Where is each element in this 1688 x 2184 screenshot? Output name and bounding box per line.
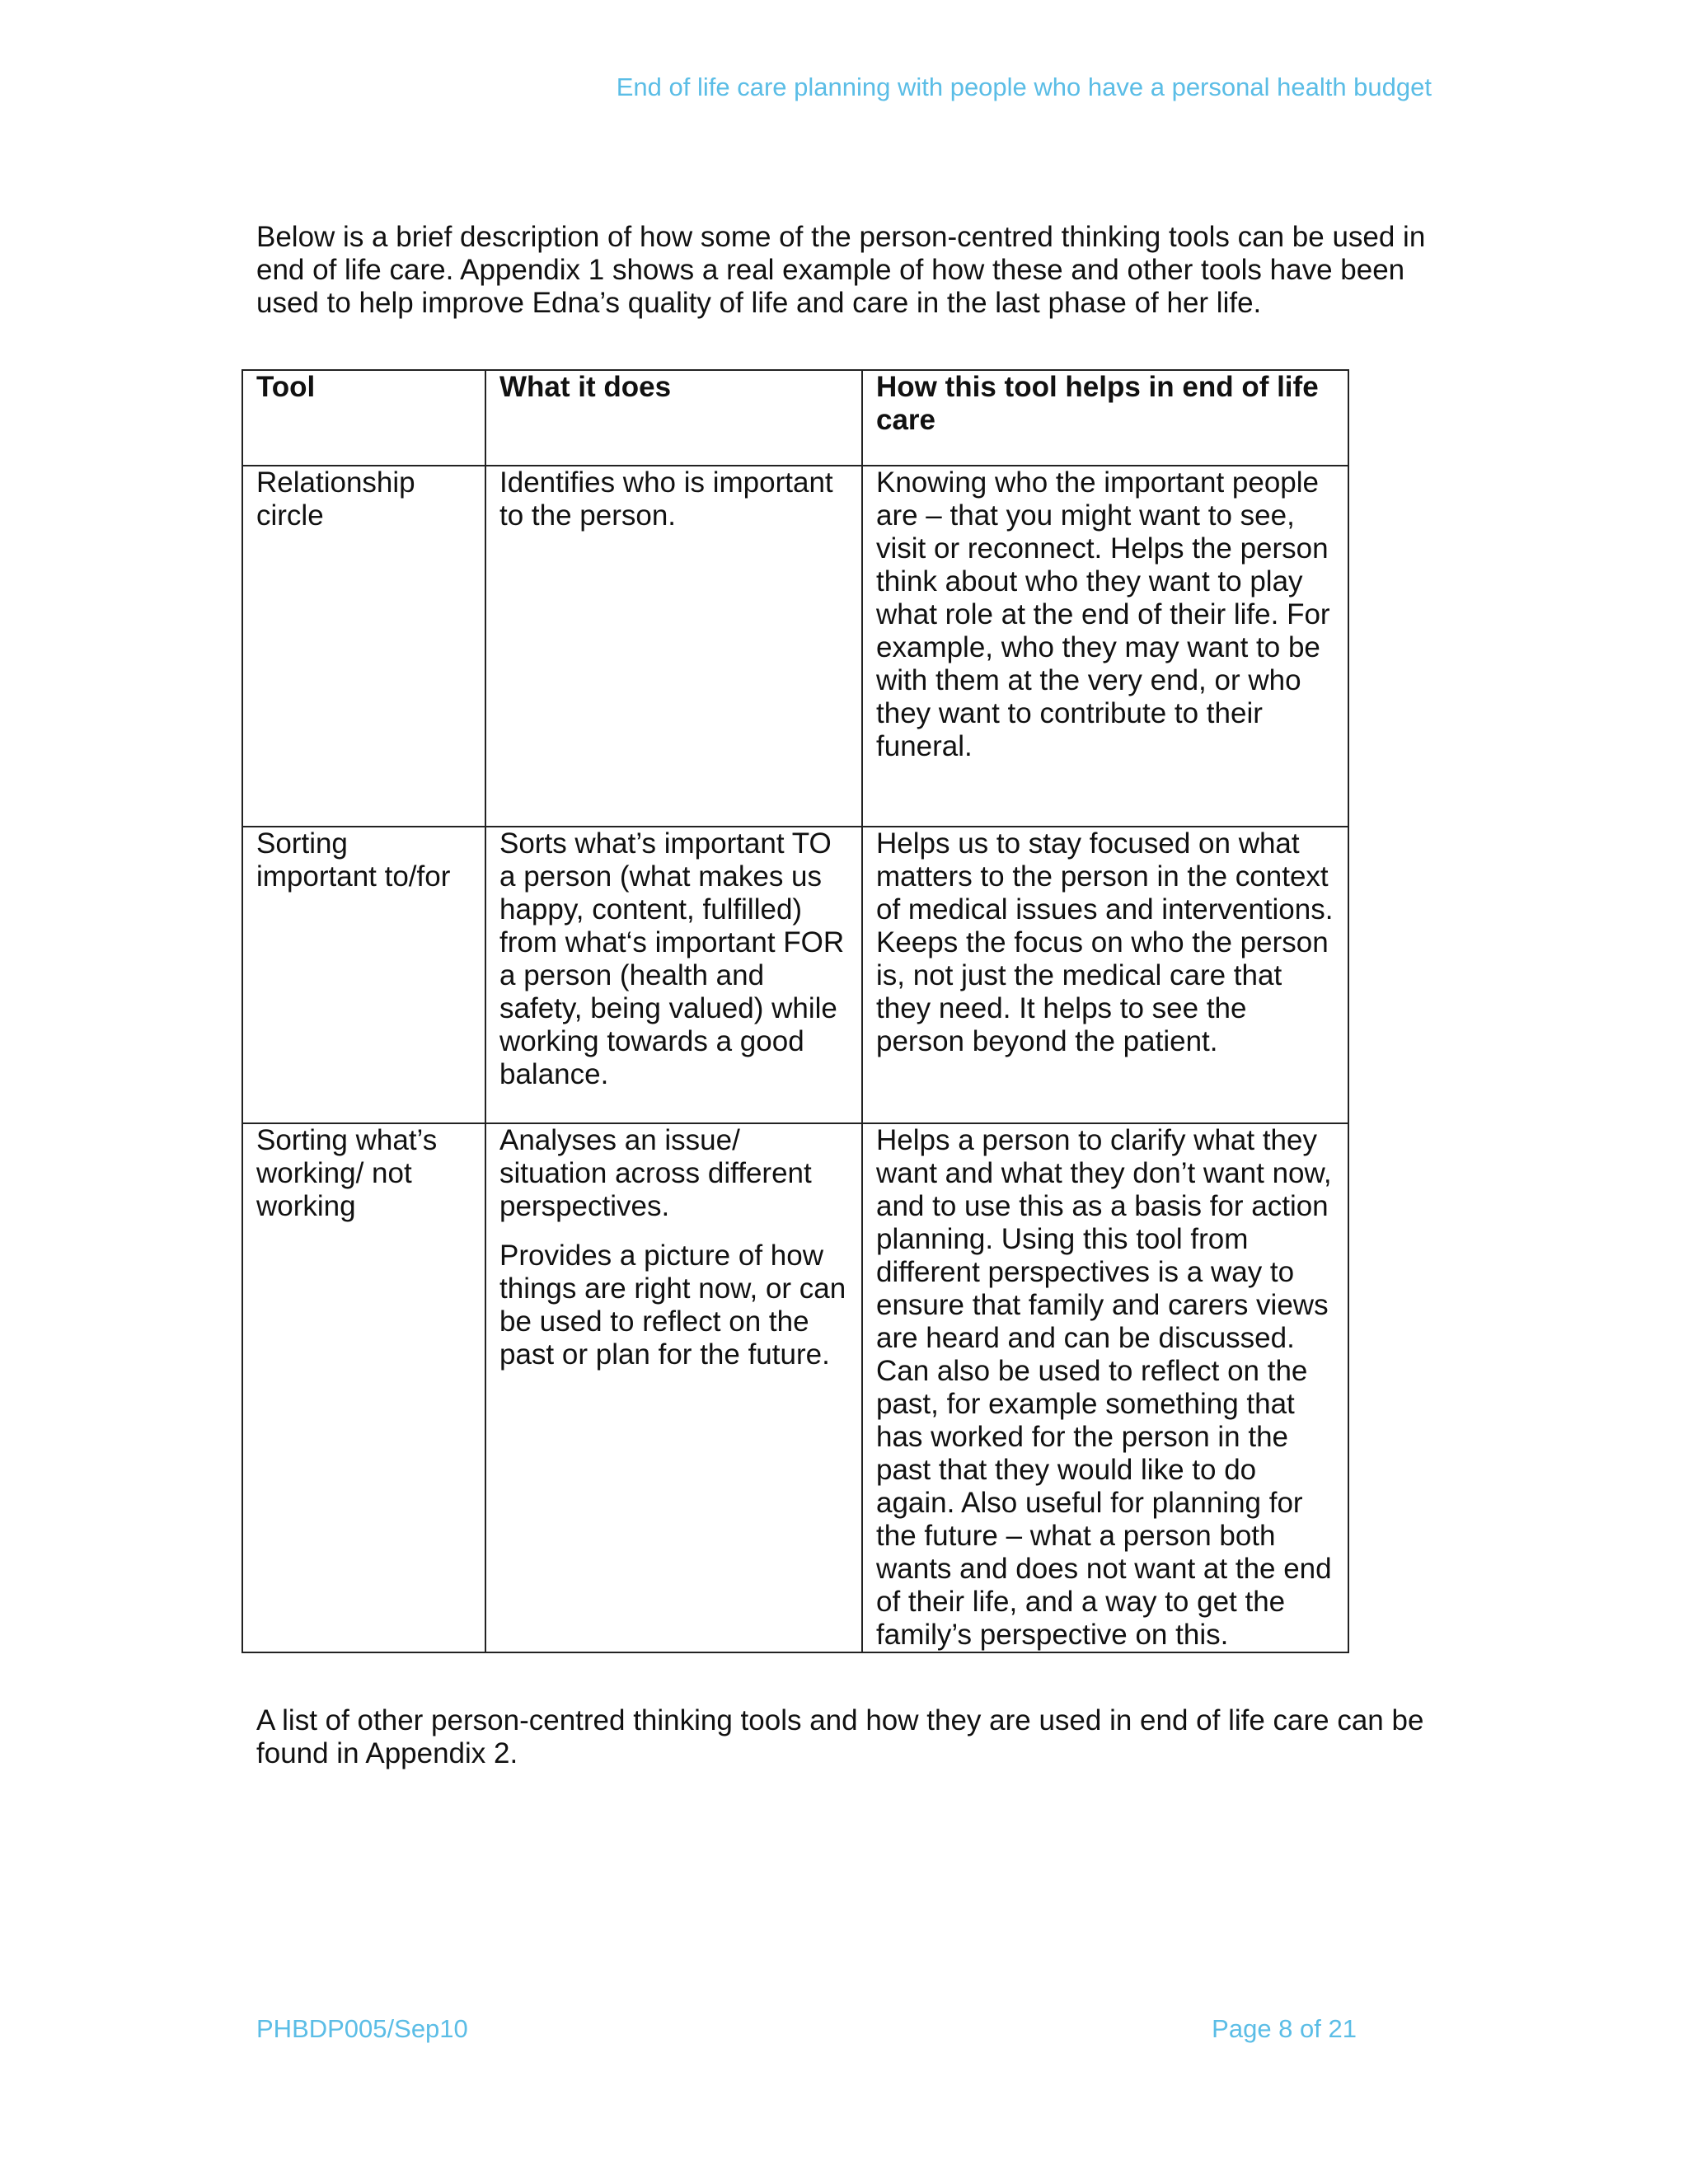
intro-paragraph	[256, 221, 1443, 320]
tools-table	[241, 369, 1349, 1653]
cell-what: Identifies who is important to the person.	[485, 466, 862, 827]
cell-tool: Sorting what’s working/ not working	[242, 1123, 485, 1652]
footer-page-number: Page 8 of 21	[1212, 2014, 1357, 2043]
cell-how: Helps us to stay focused on what matters to the person in the context of medical issues and interventions. Keeps the focus on who the person is, not just the medical care that they need. It helps to see the person beyond the patient.	[862, 827, 1348, 1123]
cell-how: Helps a person to clarify what they want and what they don’t want now, and to use this as a basis for action planning. Using this tool from different perspectives is a way to ensure that family and carers views are heard and can be discussed. Can also be used to reflect on the past, for example something that has worked for the person in the past that they would like to do again. Also useful for planning for the future – what a person both wants and does not want at the end of their life, and a way to get the family’s perspective on this.	[862, 1123, 1348, 1652]
cell-tool: Sorting important to/for	[242, 827, 485, 1123]
table-row	[242, 827, 1348, 1123]
table-row	[242, 1123, 1348, 1652]
running-header: End of life care planning with people who have a personal health budget	[616, 73, 1432, 101]
table-row	[242, 466, 1348, 827]
cell-how: Knowing who the important people are – that you might want to see, visit or reconnect. Helps the person think about who they want to play what role at the end of their life. For example, who they may want to be with them at the very end, or who they want to contribute to their funeral.	[862, 466, 1348, 827]
cell-what-container	[485, 1123, 862, 1652]
footer-doc-code: PHBDP005/Sep10	[256, 2014, 468, 2043]
outro-paragraph: A list of other person-centred thinking tools and how they are used in end of life care can be found in Appendix 2.	[256, 1704, 1424, 1769]
cell-what: Analyses an issue/ situation across different perspectives.	[499, 1124, 812, 1222]
cell-what: Sorts what’s important TO a person (what makes us happy, content, fulfilled) from what‘s important FOR a person (health and safety, being valued) while working towards a good balance.	[485, 827, 862, 1123]
header-how-it-helps: How this tool helps in end of life care	[862, 370, 1348, 466]
table-header-row	[242, 370, 1348, 466]
header-tool: Tool	[242, 370, 485, 466]
cell-what-extra: Provides a picture of how things are right now, or can be used to reflect on the past or plan for the future.	[499, 1240, 846, 1371]
cell-tool: Relationship circle	[242, 466, 485, 827]
intro-text: Below is a brief description of how some of the person-centred thinking tools can be used in end of life care. Appendix 1 shows a real example of how these and other tools have been used to help improve Edna’s quality of life and care in the last phase of her life.	[256, 221, 1426, 319]
header-what-it-does: What it does	[485, 370, 862, 466]
